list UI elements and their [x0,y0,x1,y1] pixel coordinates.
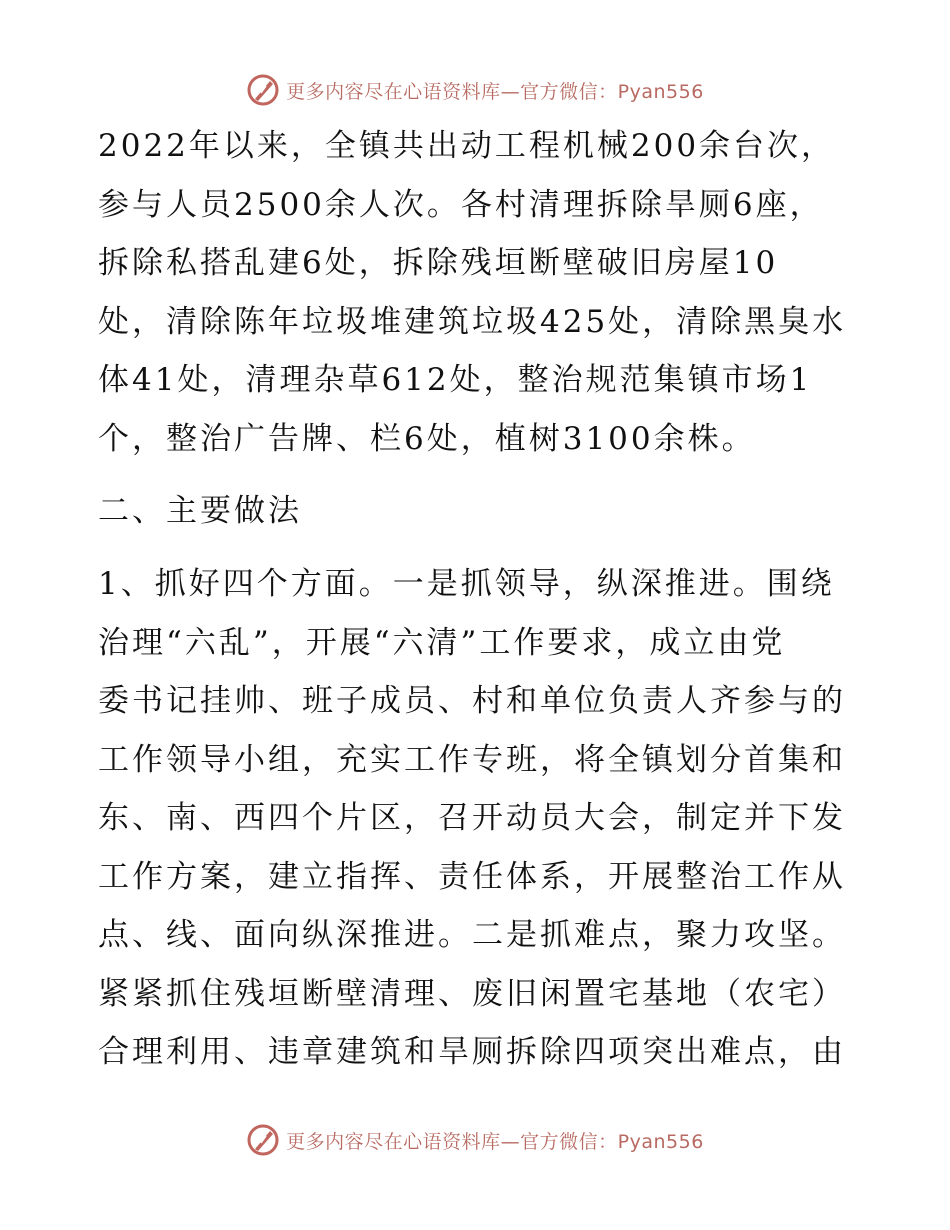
text-line: 处，清除陈年垃圾堆建筑垃圾425处，清除黑臭水 [98,303,847,340]
text-line: 体41处，清理杂草612处，整治规范集镇市场1 [98,362,813,398]
quill-pen-seal-icon [246,1123,280,1157]
watermark-footer [0,1120,950,1160]
paragraph-main-practices [98,555,850,1082]
text-line: 紧紧抓住残垣断壁清理、废旧闲置宅基地（农宅） [98,975,846,1012]
text-line: 拆除私搭乱建6处，拆除残垣断壁破旧房屋10 [98,245,779,281]
watermark-text: 更多内容尽在心语资料库—官方微信：Pyan556 [286,1130,704,1153]
text-line: 治理“六乱”，开展“六清”工作要求，成立由党 [98,624,786,661]
text-line: 工作领导小组，充实工作专班，将全镇划分首集和 [98,741,846,778]
text-line: 东、南、西四个片区，召开动员大会，制定并下发 [98,800,846,836]
text-line: 2022年以来，全镇共出动工程机械200余台次， [98,128,836,164]
text-line: 点、线、面向纵深推进。二是抓难点，聚力攻坚。 [98,917,846,953]
watermark-text: 更多内容尽在心语资料库—官方微信：Pyan556 [286,80,704,103]
section-heading [98,482,850,541]
paragraph-summary [98,117,850,468]
heading-text: 二、主要做法 [98,493,302,529]
text-line: 工作方案，建立指挥、责任体系，开展整治工作从 [98,858,846,895]
text-line: 合理利用、违章建筑和旱厕拆除四项突出难点，由 [98,1034,846,1070]
quill-pen-seal-icon [246,73,280,107]
text-line: 个，整治广告牌、栏6处，植树3100余株。 [98,420,756,457]
text-line: 1、抓好四个方面。一是抓领导，纵深推进。围绕 [98,566,835,602]
text-line: 委书记挂帅、班子成员、村和单位负责人齐参与的 [98,683,846,719]
text-line: 参与人员2500余人次。各村清理拆除旱厕6座， [98,186,824,223]
watermark-header [0,70,950,110]
